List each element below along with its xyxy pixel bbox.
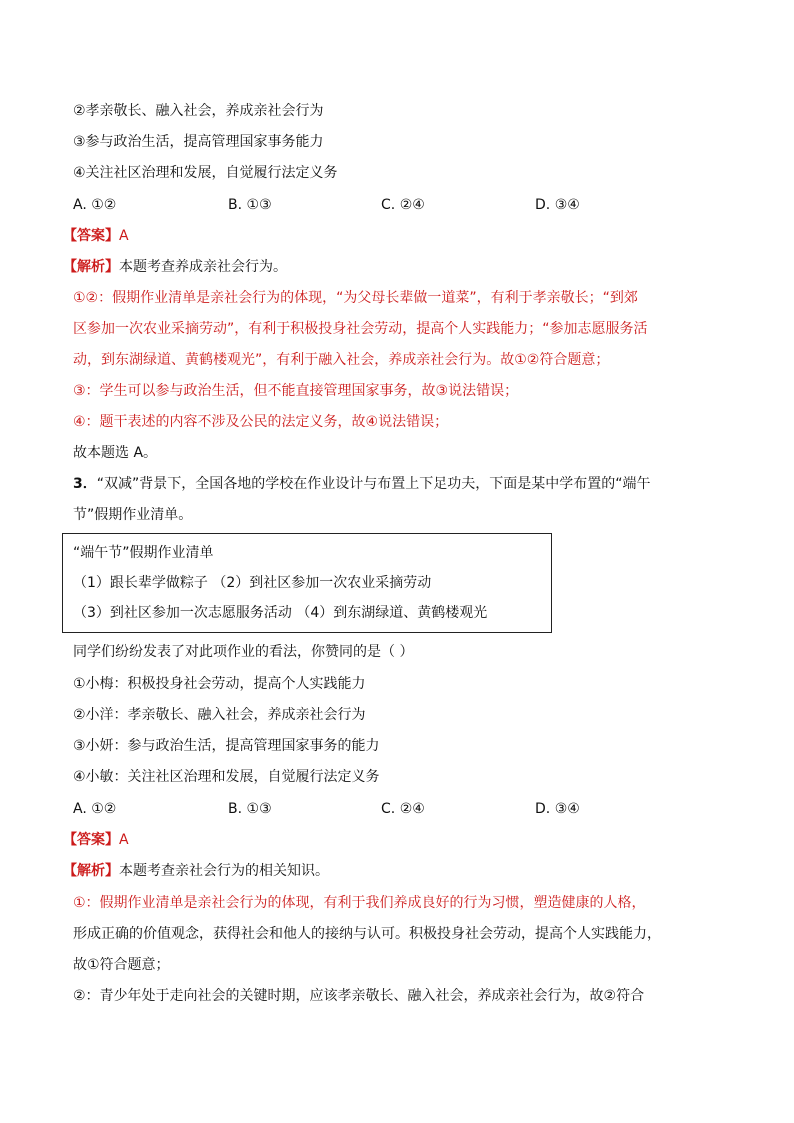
q3-question: 同学们纷纷发表了对此项作业的看法，你赞同的是（ ）: [73, 644, 414, 660]
homework-list-row: （3）到社区参加一次志愿服务活动 （4）到东湖绿道、黄鹤楼观光: [73, 605, 488, 621]
q3-analysis-line: 故①符合题意；: [73, 957, 170, 973]
q2-analysis-line: ③：学生可以参与政治生活，但不能直接管理国家事务，故③说法错误；: [73, 383, 519, 399]
q3-stem-continued: 节”假期作业清单。: [73, 507, 193, 523]
q2-option-a: A. ①②: [73, 197, 117, 213]
homework-list-title: “端午节”假期作业清单: [73, 545, 214, 561]
q3-analysis-line: ②：青少年处于走向社会的关键时期，应该孝亲敬长、融入社会，养成亲社会行为，故②符合: [73, 988, 645, 1004]
q3-answer: 【答案】A: [63, 832, 129, 848]
q3-option-b: B. ①③: [228, 801, 272, 817]
q2-conclusion: 故本题选 A。: [73, 445, 158, 461]
q2-analysis-line: 区参加一次农业采摘劳动”，有利于积极投身社会劳动，提高个人实践能力；“参加志愿服务活: [73, 321, 648, 337]
q3-analysis-line: 形成正确的价值观念，获得社会和他人的接纳与认可。积极投身社会劳动，提高个人实践能力，: [73, 926, 661, 942]
q2-statement-4: ④关注社区治理和发展，自觉履行法定义务: [73, 165, 338, 181]
q3-statement-1: ①小梅：积极投身社会劳动，提高个人实践能力: [73, 676, 366, 692]
q2-analysis-intro: 【解析】本题考查养成亲社会行为。: [63, 259, 287, 275]
q3-statement-2: ②小洋：孝亲敬长、融入社会，养成亲社会行为: [73, 707, 366, 723]
q2-option-d: D. ③④: [535, 197, 580, 213]
q3-option-d: D. ③④: [535, 801, 580, 817]
q2-analysis-line: 动，到东湖绿道、黄鹤楼观光”，有利于融入社会，养成亲社会行为。故①②符合题意；: [73, 352, 610, 368]
q3-analysis-line: ①：假期作业清单是亲社会行为的体现，有利于我们养成良好的行为习惯，塑造健康的人格，: [73, 895, 646, 911]
q2-analysis-line: ①②：假期作业清单是亲社会行为的体现，“为父母长辈做一道菜”，有利于孝亲敬长；“到郊: [73, 290, 638, 306]
q2-statement-3: ③参与政治生活，提高管理国家事务能力: [73, 134, 324, 150]
q3-statement-3: ③小妍：参与政治生活，提高管理国家事务的能力: [73, 738, 380, 754]
q3-option-c: C. ②④: [381, 801, 425, 817]
q3-analysis-intro: 【解析】本题考查亲社会行为的相关知识。: [63, 863, 329, 879]
q2-statement-2: ②孝亲敬长、融入社会，养成亲社会行为: [73, 103, 324, 119]
q2-option-b: B. ①③: [228, 197, 272, 213]
q2-answer: 【答案】A: [63, 228, 129, 244]
q3-statement-4: ④小敏：关注社区治理和发展，自觉履行法定义务: [73, 769, 380, 785]
q3-option-a: A. ①②: [73, 801, 117, 817]
homework-list-row: （1）跟长辈学做粽子 （2）到社区参加一次农业采摘劳动: [73, 575, 432, 591]
q2-option-c: C. ②④: [381, 197, 425, 213]
homework-list-box: [62, 533, 552, 633]
q3-stem: 3．“双减”背景下，全国各地的学校在作业设计与布置上下足功夫，下面是某中学布置的“端午: [73, 476, 651, 492]
q2-analysis-line: ④：题干表述的内容不涉及公民的法定义务，故④说法错误；: [73, 414, 449, 430]
